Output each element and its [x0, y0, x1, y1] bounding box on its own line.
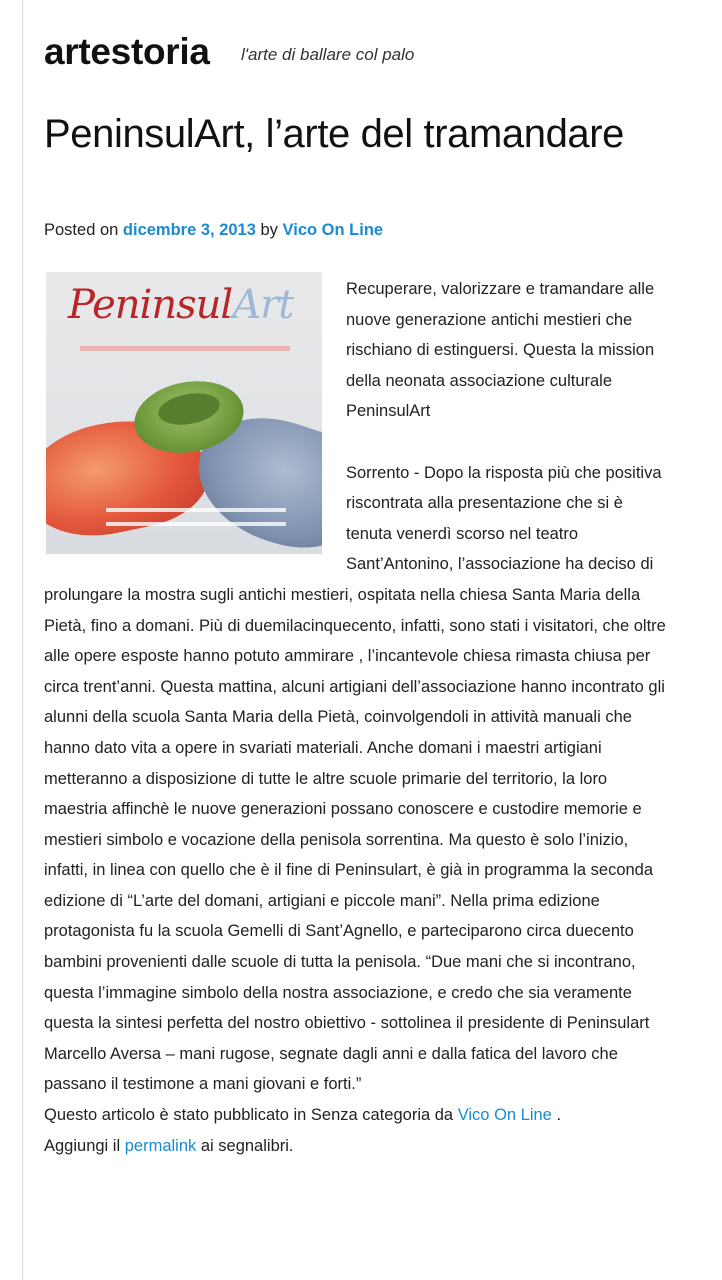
image-subtitle-strip — [80, 346, 290, 351]
image-caption-scribble — [106, 508, 286, 512]
footer-permalink-prefix: Aggiungi il — [44, 1136, 125, 1155]
post-content — [44, 274, 666, 1161]
image-logo-red: Peninsul — [68, 282, 233, 328]
post-author-link[interactable]: Vico On Line — [282, 221, 384, 239]
footer-permalink-suffix: ai segnalibri. — [196, 1136, 294, 1155]
footer-author-link[interactable]: Vico On Line — [457, 1106, 552, 1125]
post-paragraph-2: Sorrento - Dopo la risposta più che positiva riscontrata alla presentazione che si è tenuta venerdì scorso nel teatro Sant’Antonino, l’associazione ha deciso di prolungare la mostra sugli antichi mestieri, ospitata nella chiesa Santa Maria della Pietà, fino a domani. Più di duemilacinquecento, infatti, sono stati i visitatori, che oltre alle opere esposte hanno potuto ammirare , l’incantevole chiesa rimasta chiusa per circa trent’anni. Questa mattina, alcuni artigiani dell’associazione hanno incontrato gli alunni della scuola Santa Maria della Pietà, coinvolgendoli in attività manuali che hanno dato vita a opere in svariati materiali. Anche domani i maestri artigiani metteranno a disposizione di tutte le altre scuole primarie del territorio, la loro maestria affinchè le nuove generazioni possano conoscere e custodire memorie e mestieri simbolo e vocazione della penisola sorrentina. Ma questo è solo l’inizio, infatti, in linea con quello che è il fine di Peninsulart, è già in programma la seconda edizione di “L’arte del domani, artigiani e piccole mani”. Nella prima edizione protagonista fu la scuola Gemelli di Sant’Agnello, e parteciparono circa duecento bambini provenienti dalle scuole di tutta la penisola. “Due mani che si incontrano, questa l’immagine simbolo della nostra associazione, e credo che sia veramente questa la sintesi perfetta del nostro obiettivo - sottolinea il presidente di Peninsulart Marcello Aversa – mani rugose, segnate dagli anni e dalla fatica del lavoro che passano il testimone a mani giovani e forti.” — [44, 463, 666, 1094]
site-header — [44, 0, 664, 100]
by-label: by — [260, 221, 278, 239]
post-image — [46, 272, 322, 554]
left-border-rule — [22, 0, 23, 1280]
post-meta — [44, 218, 383, 242]
site-description: l'arte di ballare col palo — [241, 45, 415, 64]
footer-meta-suffix: . — [551, 1106, 562, 1125]
post-date-link[interactable]: dicembre 3, 2013 — [122, 221, 256, 239]
post-title: PeninsulArt, l’arte del tramandare — [44, 112, 625, 156]
image-logo — [68, 282, 294, 328]
site-title-link[interactable]: artestoria — [44, 31, 210, 72]
post-paragraph-1: Recuperare, valorizzare e tramandare alle nuove generazione antichi mestieri che rischiano di estinguersi. Questa la mission della neonata associazione culturale PeninsulArt — [346, 280, 655, 421]
footer-meta-prefix: Questo articolo è stato pubblicato in Senza categoria da — [44, 1106, 458, 1125]
posted-on-label: Posted on — [44, 221, 119, 239]
post-footer-meta-line-2 — [44, 1131, 666, 1162]
permalink-link[interactable]: permalink — [124, 1136, 197, 1155]
post-footer-meta-line-1 — [44, 1100, 666, 1131]
image-logo-blue: Art — [232, 282, 294, 328]
main-content — [44, 0, 666, 1155]
